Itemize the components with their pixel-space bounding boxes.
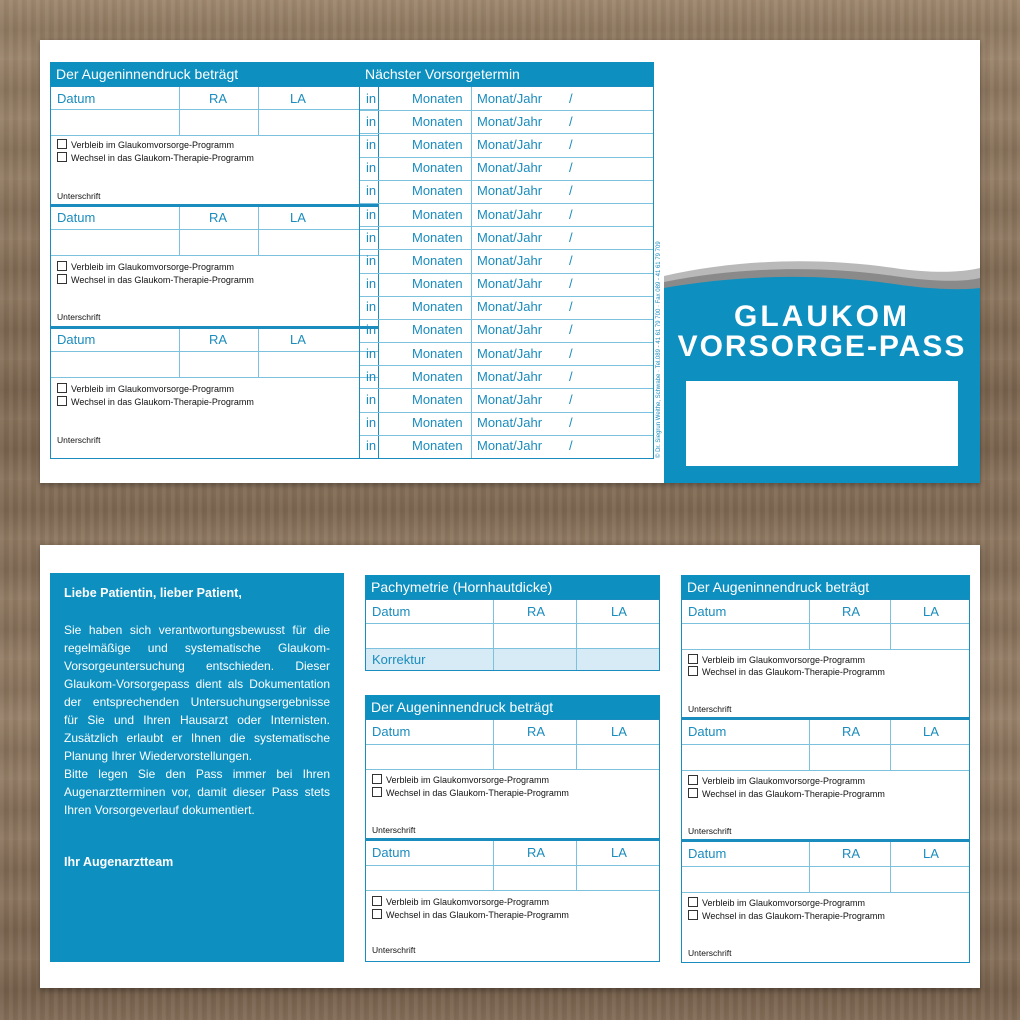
appt-month-year: Monat/Jahr <box>477 322 543 338</box>
appt-in: in <box>366 90 377 106</box>
iop-section <box>51 87 378 207</box>
appointment-row[interactable] <box>360 249 653 272</box>
appt-slash: / <box>569 229 573 245</box>
appt-slash: / <box>569 160 573 176</box>
checkbox-icon[interactable] <box>57 152 67 162</box>
appt-months: Monaten <box>412 276 463 292</box>
appointment-row[interactable] <box>360 273 653 296</box>
checkbox-icon[interactable] <box>688 910 698 920</box>
appt-month-year: Monat/Jahr <box>477 276 543 292</box>
appt-in: in <box>366 136 377 152</box>
col-la: LA <box>923 604 939 619</box>
signature-label: Unterschrift <box>372 945 416 955</box>
appt-months: Monaten <box>412 368 463 384</box>
iop-section <box>51 329 378 458</box>
letter-greeting: Liebe Patientin, lieber Patient, <box>64 586 242 600</box>
checkbox-switch[interactable]: Wechsel in das Glaukom-Therapie-Programm <box>57 396 254 409</box>
appt-months: Monaten <box>412 299 463 315</box>
appt-month-year: Monat/Jahr <box>477 415 543 431</box>
appt-slash: / <box>569 368 573 384</box>
signature-label: Unterschrift <box>57 312 101 322</box>
col-ra: RA <box>842 846 861 861</box>
signature-label: Unterschrift <box>688 704 732 714</box>
appt-slash: / <box>569 113 573 129</box>
appt-month-year: Monat/Jahr <box>477 160 543 176</box>
col-ra: RA <box>209 210 228 225</box>
middle-iop-table <box>365 719 660 962</box>
appointment-row[interactable] <box>360 296 653 319</box>
appt-slash: / <box>569 276 573 292</box>
signature-label: Unterschrift <box>688 826 732 836</box>
appt-slash: / <box>569 90 573 106</box>
appt-in: in <box>366 345 377 361</box>
col-ra: RA <box>527 845 546 860</box>
cover-title-line2: VORSORGE-PASS <box>677 330 967 363</box>
appointments-table <box>359 86 654 459</box>
checkbox-stay[interactable]: Verbleib im Glaukomvorsorge-Programm <box>688 897 865 910</box>
signature-label: Unterschrift <box>57 191 101 201</box>
signature-label: Unterschrift <box>57 435 101 445</box>
checkbox-icon[interactable] <box>372 896 382 906</box>
checkbox-icon[interactable] <box>372 909 382 919</box>
appt-in: in <box>366 160 377 176</box>
signature-label: Unterschrift <box>372 825 416 835</box>
appointment-row[interactable] <box>360 365 653 388</box>
top-sheet <box>40 40 980 483</box>
appt-month-year: Monat/Jahr <box>477 229 543 245</box>
appointment-row[interactable] <box>360 180 653 203</box>
letter-body: Sie haben sich verantwortungsbewusst für die regelmäßige und systematische Glaukom-Vorsorgeuntersuchung entschieden. Dieser Glaukom-Vorsorgepass dient als Dokumentation der entsprechenden Untersuchungsergebnisse für Sie und Ihren Hausarzt oder Internisten. Zusätzlich erlaubt er Ihnen die systematische Planung Ihrer Wiedervorstellungen. <box>64 623 330 763</box>
pachymetry-table <box>365 599 660 671</box>
col-datum: Datum <box>688 724 727 739</box>
checkbox-switch[interactable]: Wechsel in das Glaukom-Therapie-Programm <box>372 787 569 800</box>
right-iop-title: Der Augeninnendruck beträgt <box>681 575 970 599</box>
checkbox-icon[interactable] <box>688 654 698 664</box>
appt-in: in <box>366 415 377 431</box>
appt-months: Monaten <box>412 229 463 245</box>
col-la: LA <box>290 332 306 347</box>
appt-months: Monaten <box>412 252 463 268</box>
appt-month-year: Monat/Jahr <box>477 392 543 408</box>
checkbox-switch[interactable]: Wechsel in das Glaukom-Therapie-Programm <box>57 152 254 165</box>
checkbox-stay[interactable]: Verbleib im Glaukomvorsorge-Programm <box>372 774 549 787</box>
appt-months: Monaten <box>412 415 463 431</box>
appt-slash: / <box>569 322 573 338</box>
appointment-row[interactable] <box>360 87 653 110</box>
appointment-row[interactable] <box>360 412 653 435</box>
appt-slash: / <box>569 252 573 268</box>
col-ra: RA <box>527 724 546 739</box>
appointment-row[interactable] <box>360 319 653 342</box>
appt-slash: / <box>569 299 573 315</box>
col-datum: Datum <box>57 91 96 106</box>
checkbox-stay[interactable]: Verbleib im Glaukomvorsorge-Programm <box>688 775 865 788</box>
col-datum: Datum <box>372 845 411 860</box>
appt-month-year: Monat/Jahr <box>477 368 543 384</box>
col-ra: RA <box>209 332 228 347</box>
col-la: LA <box>290 91 306 106</box>
col-ra: RA <box>527 604 546 619</box>
appointment-row[interactable] <box>360 203 653 226</box>
bottom-sheet <box>40 545 980 988</box>
signature-label: Unterschrift <box>688 948 732 958</box>
appt-months: Monaten <box>412 438 463 454</box>
col-la: LA <box>611 604 627 619</box>
appointment-row[interactable] <box>360 342 653 365</box>
col-datum: Datum <box>57 332 96 347</box>
checkbox-stay[interactable]: Verbleib im Glaukomvorsorge-Programm <box>57 383 234 396</box>
appt-slash: / <box>569 345 573 361</box>
checkbox-stay[interactable]: Verbleib im Glaukomvorsorge-Programm <box>688 654 865 667</box>
checkbox-icon[interactable] <box>57 261 67 271</box>
right-iop-table <box>681 599 970 963</box>
appt-in: in <box>366 392 377 408</box>
top-left-table <box>50 86 379 459</box>
appt-months: Monaten <box>412 322 463 338</box>
col-ra: RA <box>842 724 861 739</box>
appointment-row[interactable] <box>360 435 653 458</box>
checkbox-stay[interactable]: Verbleib im Glaukomvorsorge-Programm <box>57 261 234 274</box>
checkbox-switch[interactable]: Wechsel in das Glaukom-Therapie-Programm <box>688 788 885 801</box>
col-datum: Datum <box>372 604 411 619</box>
letter-signoff: Ihr Augenarztteam <box>64 855 174 869</box>
checkbox-icon[interactable] <box>372 787 382 797</box>
appt-month-year: Monat/Jahr <box>477 183 543 199</box>
appt-in: in <box>366 438 377 454</box>
col-datum: Datum <box>688 604 727 619</box>
col-datum: Datum <box>57 210 96 225</box>
correction-label: Korrektur <box>372 652 426 667</box>
top-left-title: Der Augeninnendruck beträgt <box>50 62 379 86</box>
name-field[interactable] <box>686 381 958 466</box>
checkbox-switch[interactable]: Wechsel in das Glaukom-Therapie-Programm <box>372 909 569 922</box>
iop-section <box>51 207 378 327</box>
appt-month-year: Monat/Jahr <box>477 136 543 152</box>
appt-slash: / <box>569 438 573 454</box>
letter-panel <box>50 573 344 962</box>
appt-in: in <box>366 206 377 222</box>
appt-months: Monaten <box>412 136 463 152</box>
letter-body-2: Bitte legen Sie den Pass immer bei Ihren Augenarztterminen vor, damit dieser Pass stets Ihren Vorsorgeverlauf dokumentiert. <box>64 767 330 817</box>
checkbox-icon[interactable] <box>688 897 698 907</box>
vertical-credit: © Dr. Siegrun Weithe, Schwabe · Tel.089 - 41 61 79 700 · Fax 089 - 41 61 79 709 <box>656 241 662 458</box>
appt-slash: / <box>569 136 573 152</box>
cover-panel <box>664 258 980 483</box>
appt-months: Monaten <box>412 183 463 199</box>
cover-title-line1: GLAUKOM <box>734 300 910 333</box>
appointment-row[interactable] <box>360 157 653 180</box>
appt-months: Monaten <box>412 345 463 361</box>
appt-month-year: Monat/Jahr <box>477 345 543 361</box>
appt-in: in <box>366 113 377 129</box>
appt-month-year: Monat/Jahr <box>477 252 543 268</box>
appt-months: Monaten <box>412 206 463 222</box>
appt-slash: / <box>569 206 573 222</box>
middle-iop-title: Der Augeninnendruck beträgt <box>365 695 660 719</box>
appt-months: Monaten <box>412 160 463 176</box>
checkbox-stay[interactable]: Verbleib im Glaukomvorsorge-Programm <box>372 896 549 909</box>
appt-in: in <box>366 252 377 268</box>
checkbox-icon[interactable] <box>57 396 67 406</box>
appt-slash: / <box>569 415 573 431</box>
appointment-row[interactable] <box>360 226 653 249</box>
checkbox-switch[interactable]: Wechsel in das Glaukom-Therapie-Programm <box>688 666 885 679</box>
col-ra: RA <box>209 91 228 106</box>
appt-in: in <box>366 322 377 338</box>
checkbox-icon[interactable] <box>57 274 67 284</box>
col-datum: Datum <box>372 724 411 739</box>
appt-in: in <box>366 368 377 384</box>
checkbox-icon[interactable] <box>688 775 698 785</box>
col-la: LA <box>611 724 627 739</box>
appointment-row[interactable] <box>360 110 653 133</box>
checkbox-icon[interactable] <box>372 774 382 784</box>
appt-months: Monaten <box>412 392 463 408</box>
pachymetry-title: Pachymetrie (Hornhautdicke) <box>365 575 660 599</box>
appt-in: in <box>366 276 377 292</box>
appt-month-year: Monat/Jahr <box>477 299 543 315</box>
appt-in: in <box>366 229 377 245</box>
appointment-row[interactable] <box>360 388 653 411</box>
appt-month-year: Monat/Jahr <box>477 438 543 454</box>
checkbox-icon[interactable] <box>688 788 698 798</box>
checkbox-switch[interactable]: Wechsel in das Glaukom-Therapie-Programm <box>688 910 885 923</box>
appt-months: Monaten <box>412 90 463 106</box>
col-datum: Datum <box>688 846 727 861</box>
appt-in: in <box>366 183 377 199</box>
checkbox-icon[interactable] <box>688 666 698 676</box>
col-la: LA <box>923 724 939 739</box>
appt-month-year: Monat/Jahr <box>477 113 543 129</box>
col-la: LA <box>290 210 306 225</box>
col-ra: RA <box>842 604 861 619</box>
appointments-title: Nächster Vorsorgetermin <box>359 62 654 86</box>
checkbox-stay[interactable]: Verbleib im Glaukomvorsorge-Programm <box>57 139 234 152</box>
checkbox-icon[interactable] <box>57 139 67 149</box>
appt-slash: / <box>569 392 573 408</box>
appt-month-year: Monat/Jahr <box>477 206 543 222</box>
appointment-row[interactable] <box>360 133 653 156</box>
col-la: LA <box>611 845 627 860</box>
checkbox-icon[interactable] <box>57 383 67 393</box>
appt-months: Monaten <box>412 113 463 129</box>
checkbox-switch[interactable]: Wechsel in das Glaukom-Therapie-Programm <box>57 274 254 287</box>
appt-slash: / <box>569 183 573 199</box>
appt-in: in <box>366 299 377 315</box>
appt-month-year: Monat/Jahr <box>477 90 543 106</box>
col-la: LA <box>923 846 939 861</box>
